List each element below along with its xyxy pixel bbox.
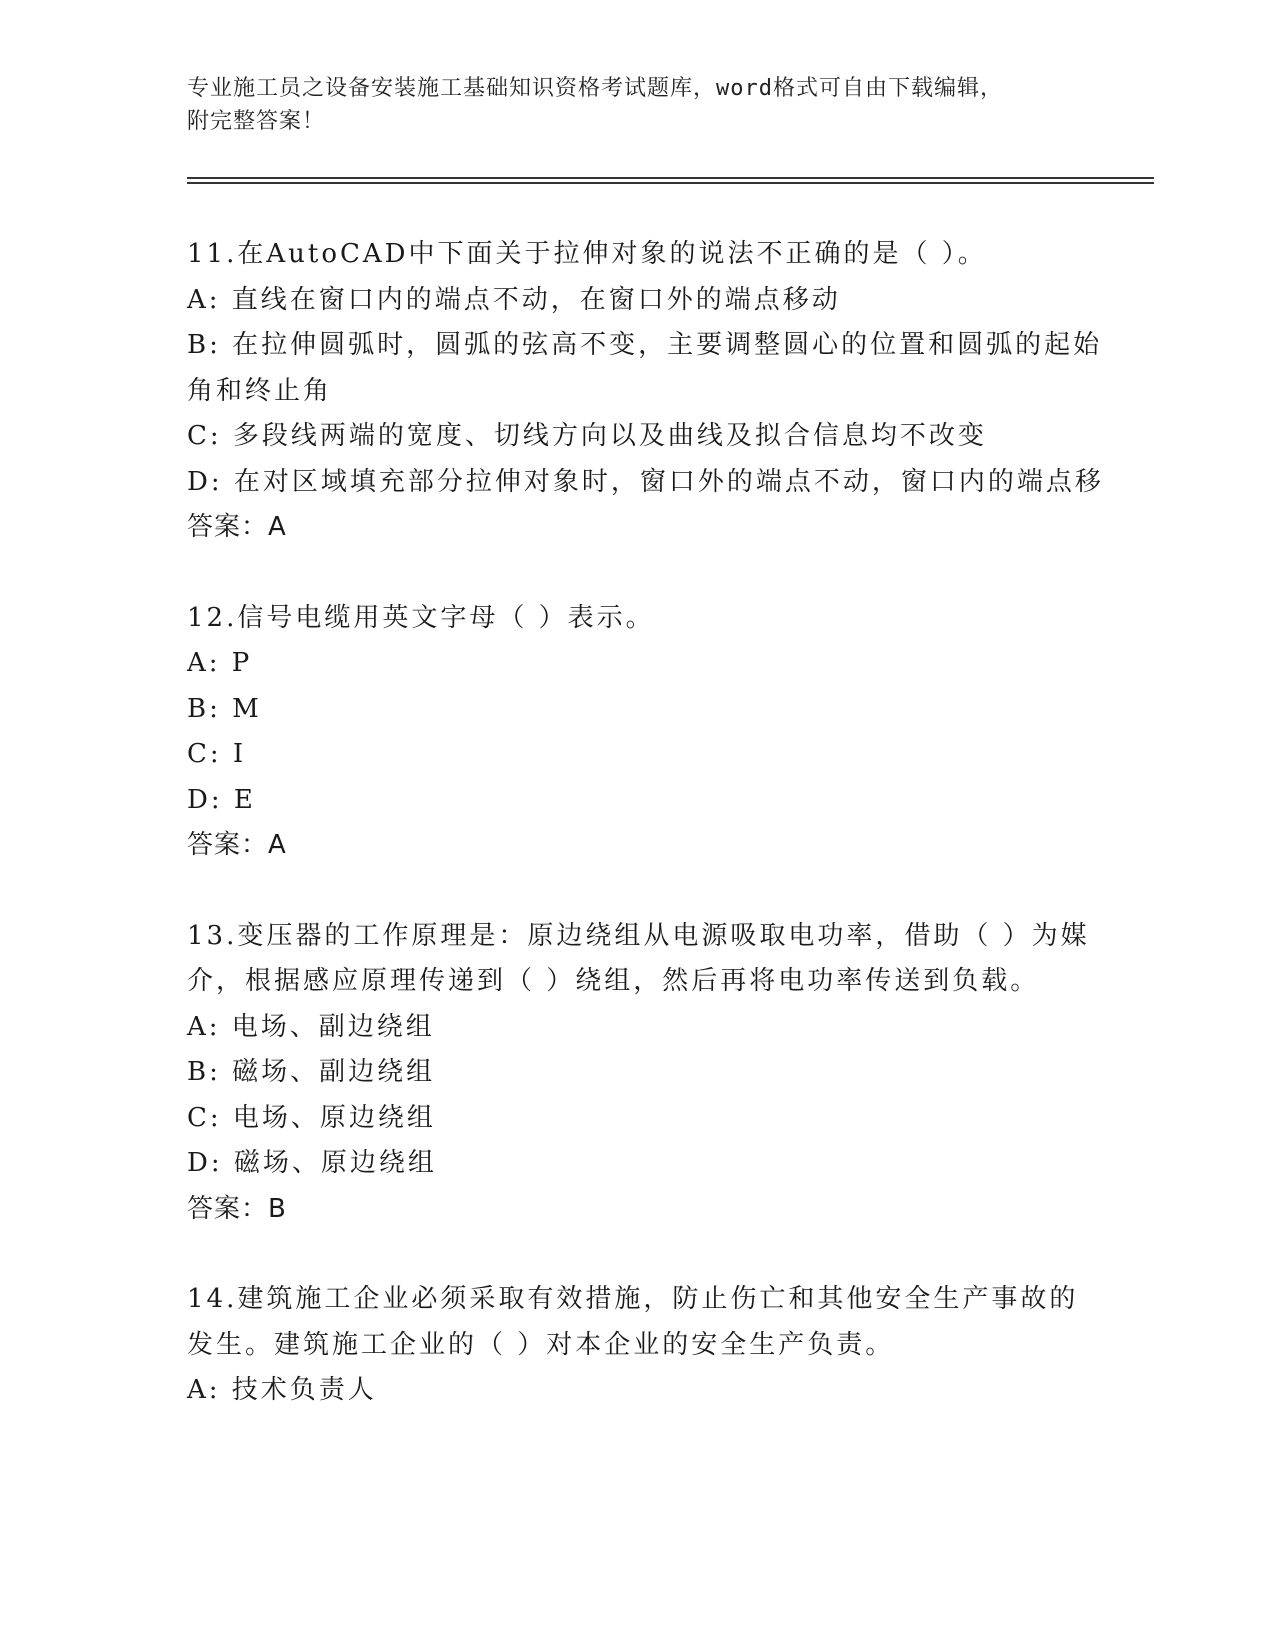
option-a: A: 技术负责人 (187, 1375, 377, 1405)
option-c: C: I (187, 739, 247, 769)
question-13 (187, 914, 1107, 1233)
option-c: C: 电场、原边绕组 (187, 1102, 436, 1133)
option-d: D: 磁场、原边绕组 (187, 1148, 437, 1178)
header-line-1: 专业施工员之设备安装施工基础知识资格考试题库，word格式可自由下载编辑， (187, 76, 1003, 101)
option-b: B: 在拉伸圆弧时，圆弧的弦高不变，主要调整圆心的位置和圆弧的起始角和终止角 (187, 330, 1103, 406)
option-d: D: 在对区域填充部分拉伸对象时，窗口外的端点不动，窗口内的端点移 (187, 466, 1104, 497)
question-text: 14.建筑施工企业必须采取有效措施，防止伤亡和其他安全生产事故的发生。建筑施工企业的（ ）对本企业的安全生产负责。 (187, 1284, 1079, 1360)
question-text: 12.信号电缆用英文字母（ ）表示。 (187, 602, 655, 633)
question-12 (187, 596, 1107, 869)
question-text: 11.在AutoCAD中下面关于拉伸对象的说法不正确的是（ ）。 (187, 239, 987, 269)
option-b: B: 磁场、副边绕组 (187, 1057, 436, 1087)
question-text: 13.变压器的工作原理是：原边绕组从电源吸取电功率，借助（ ）为媒介，根据感应原理传递到（ ）绕组，然后再将电功率传送到负载。 (187, 920, 1090, 996)
option-c: C: 多段线两端的宽度、切线方向以及曲线及拟合信息均不改变 (187, 421, 987, 451)
answer: 答案：A (187, 830, 287, 860)
question-list (187, 232, 1107, 1459)
option-a: A: P (187, 648, 253, 678)
header-line-2: 附完整答案！ (187, 109, 326, 134)
header-divider-bottom (187, 182, 1154, 184)
option-a: A: 直线在窗口内的端点不动，在窗口外的端点移动 (187, 284, 841, 315)
answer: 答案：A (187, 512, 287, 542)
question-14 (187, 1277, 1107, 1414)
question-11 (187, 232, 1107, 551)
option-b: B: M (187, 693, 262, 724)
answer: 答案：B (187, 1193, 287, 1224)
document-header (187, 72, 1067, 138)
header-divider-top (187, 177, 1154, 179)
option-d: D: E (187, 784, 256, 815)
option-a: A: 电场、副边绕组 (187, 1011, 435, 1042)
